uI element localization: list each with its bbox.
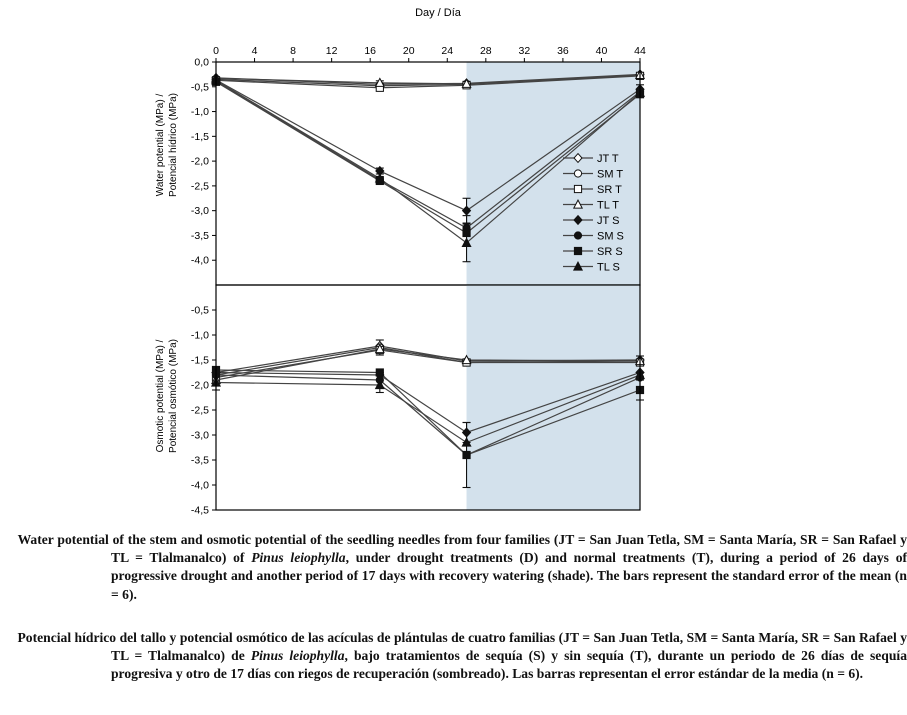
y-tick-label: -3,5 xyxy=(190,229,209,242)
y-tick-label: -2,0 xyxy=(190,155,209,168)
y-tick-label: -2,5 xyxy=(190,404,209,417)
y-tick-label: -1,5 xyxy=(190,354,209,367)
y-tick-label: -1,0 xyxy=(190,106,209,119)
legend-label: JT S xyxy=(597,215,620,227)
caption-spanish xyxy=(14,629,907,684)
legend-label: SM T xyxy=(597,168,624,181)
legend-marker xyxy=(574,185,581,192)
x-tick-label: 20 xyxy=(402,45,415,57)
x-axis-title: Day / Día xyxy=(415,7,461,19)
caption-en-species: Pinus leiophylla xyxy=(251,550,346,566)
x-tick-label: 40 xyxy=(595,45,608,57)
caption-es-text-before: Potencial hídrico del tallo y potencial osmótico de las acículas de plántulas de cuatro familias (JT = San Juan Tetla, SM = Santa María, SR = San Rafael y TL = Tlalmanalco) de xyxy=(17,630,907,664)
recovery-shade-region xyxy=(467,285,640,510)
x-tick-label: 28 xyxy=(479,45,492,57)
y-tick-label: -3,0 xyxy=(190,429,209,442)
osmotic-y-label-line1: Osmotic potential (MPa) / xyxy=(155,339,166,453)
legend-marker xyxy=(574,247,581,254)
legend-marker xyxy=(574,232,581,239)
y-tick-label: -4,0 xyxy=(190,479,209,492)
y-tick-label: -2,0 xyxy=(190,379,209,392)
caption-en-text-before: Water potential of the stem and osmotic potential of the seedling needles from four families (JT = San Juan Tetla, SM = Santa María, SR = San Rafael y TL = Tlalmanalco) of xyxy=(17,532,907,566)
legend-label: SR T xyxy=(597,184,622,196)
x-tick-label: 24 xyxy=(441,45,454,57)
y-tick-label: -0,5 xyxy=(190,81,209,94)
caption-en-text-after: , under drought treatments (D) and normal treatments (T), during a period of 26 days of progressive drought and another period of 17 days with recovery watering (shade). The bars represent the standard error of the mean (n = 6). xyxy=(111,550,907,602)
y-tick-label: -1,0 xyxy=(190,329,209,342)
osmotic-potential-panel xyxy=(155,285,644,517)
y-tick-label: -3,0 xyxy=(190,205,209,218)
osmotic-y-label-line2: Potencial osmótico (MPa) xyxy=(168,339,179,453)
y-tick-label: -0,5 xyxy=(190,304,209,317)
water-y-label-line1: Water potential (MPa) / xyxy=(155,93,166,197)
data-point-sr-s xyxy=(376,369,383,376)
y-tick-label: 0,0 xyxy=(194,56,209,69)
x-tick-label: 32 xyxy=(518,45,531,57)
water-potential-panel xyxy=(155,45,646,285)
legend-label: TL T xyxy=(597,199,620,212)
caption-es-text-after: , bajo tratamientos de sequía (S) y sin sequía (T), durante un periodo de 26 días de sequía progresiva y otro de 17 días con riegos de recuperación (sombreado). Las barras representan el error estándar de la media (n = 6). xyxy=(111,648,907,682)
legend-label: TL S xyxy=(597,261,620,274)
x-tick-label: 0 xyxy=(213,45,219,57)
x-tick-label: 12 xyxy=(325,45,338,57)
legend-label: SR S xyxy=(597,246,623,258)
y-tick-label: -3,5 xyxy=(190,454,209,467)
y-tick-label: -4,5 xyxy=(190,504,209,517)
x-tick-label: 8 xyxy=(290,45,297,57)
x-tick-label: 44 xyxy=(634,45,646,57)
legend-label: JT T xyxy=(597,153,619,165)
data-point-sr-s xyxy=(463,451,470,458)
y-tick-label: -2,5 xyxy=(190,180,209,193)
y-tick-label: -1,5 xyxy=(190,130,209,143)
legend-marker xyxy=(574,170,581,177)
x-tick-label: 4 xyxy=(251,45,258,57)
x-tick-label: 36 xyxy=(557,45,569,57)
water-y-label-line2: Potencial hídrico (MPa) xyxy=(168,93,179,197)
x-tick-label: 16 xyxy=(364,45,377,57)
y-tick-label: -4,0 xyxy=(190,254,209,267)
legend-label: SM S xyxy=(597,230,624,243)
caption-english xyxy=(14,531,907,604)
caption-es-species: Pinus leiophylla xyxy=(250,648,345,664)
data-point-sr-s xyxy=(463,229,470,236)
